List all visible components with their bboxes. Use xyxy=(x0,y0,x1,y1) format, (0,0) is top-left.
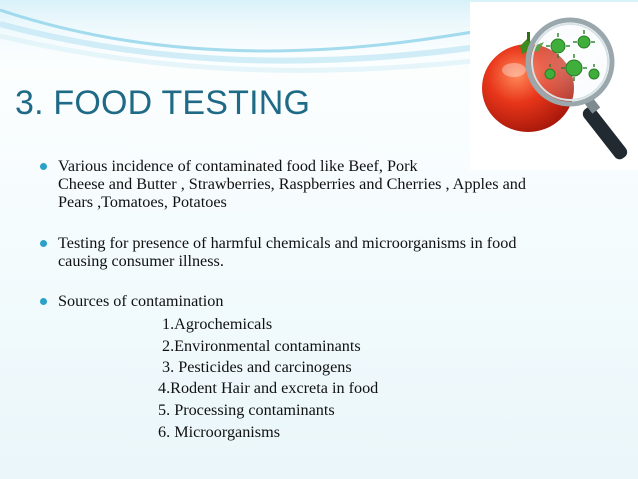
bullet-line: Pears ,Tomatoes, Potatoes xyxy=(58,193,227,211)
bullet-line: Sources of contamination xyxy=(58,292,224,310)
source-list-item: 1.Agrochemicals xyxy=(162,315,273,333)
bullet-line: Cheese and Butter , Strawberries, Raspberries and Cherries , Apples and xyxy=(58,175,526,193)
tomato-with-magnifier-and-bacteria-icon xyxy=(470,2,638,170)
source-list-item: 5. Processing contaminants xyxy=(158,401,335,419)
bullet-dot-icon xyxy=(40,298,47,305)
slide-title: 3. FOOD TESTING xyxy=(15,84,311,122)
source-list-item: 3. Pesticides and carcinogens xyxy=(162,358,352,376)
source-list-item: 6. Microorganisms xyxy=(158,423,280,441)
bullet-line: causing consumer illness. xyxy=(58,252,224,270)
bullet-dot-icon xyxy=(40,163,47,170)
bullet-line: Testing for presence of harmful chemicals and microorganisms in food xyxy=(58,234,517,252)
bullet-line: Various incidence of contaminated food like Beef, Pork xyxy=(58,157,418,175)
source-list-item: 4.Rodent Hair and excreta in food xyxy=(158,379,379,397)
source-list-item: 2.Environmental contaminants xyxy=(162,337,361,355)
bullet-dot-icon xyxy=(40,240,47,247)
